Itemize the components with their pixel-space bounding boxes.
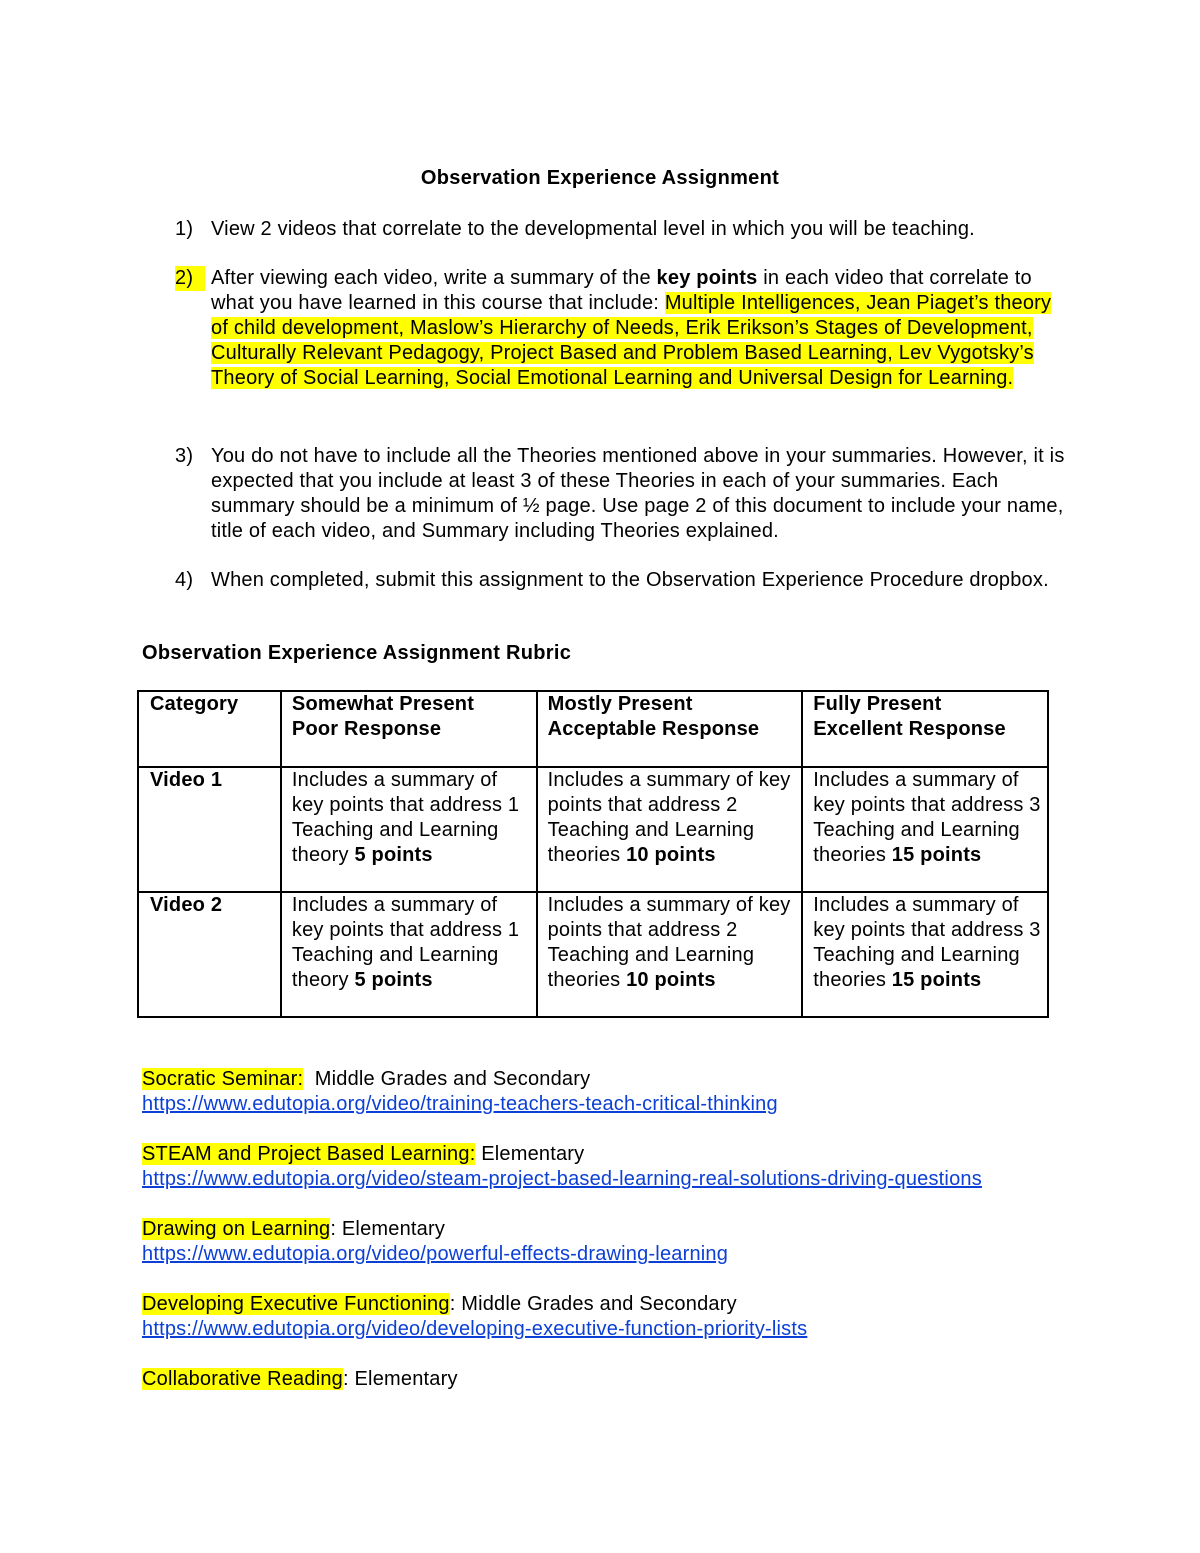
highlighted-theories: Multiple Intelligences, Jean Piaget’s theory of child development, Maslow’s Hierarchy of Needs, Erik Erikson’s Stages of Development, Culturally Relevant Pedagogy, Project Based and Problem Based Learning, Lev Vygotsky’s Theory of Social Learning, Social Emotional Learning and Universal Design for Learning. — [211, 292, 1052, 389]
list-item-2 — [175, 266, 1065, 391]
table-cell: Includes a summary of key points that address 3 Teaching and Learning theories 15 points — [802, 892, 1048, 1017]
video-link[interactable]: https://www.edutopia.org/video/powerful-effects-drawing-learning — [142, 1243, 729, 1265]
list-text: View 2 videos that correlate to the developmental level in which you will be teaching. — [211, 218, 975, 240]
video-title: Collaborative Reading — [142, 1368, 343, 1390]
video-level: Middle Grades and Secondary — [303, 1068, 591, 1090]
rubric-table — [137, 690, 1049, 1018]
header-cell: Fully Present Excellent Response — [802, 691, 1048, 767]
video-link[interactable]: https://www.edutopia.org/video/training-teachers-teach-critical-thinking — [142, 1093, 778, 1115]
table-row — [138, 767, 1048, 892]
category-cell: Video 2 — [138, 892, 281, 1017]
page-title: Observation Experience Assignment — [420, 167, 780, 189]
video-title: Developing Executive Functioning — [142, 1293, 450, 1315]
video-link[interactable]: https://www.edutopia.org/video/developing-executive-function-priority-lists — [142, 1318, 808, 1340]
list-number: 4) — [175, 569, 194, 591]
table-cell: Includes a summary of key points that address 1 Teaching and Learning theory 5 points — [281, 767, 537, 892]
video-title: STEAM and Project Based Learning: — [142, 1143, 476, 1165]
text-run: After viewing each video, write a summary of the — [211, 267, 657, 289]
table-cell: Includes a summary of key points that address 2 Teaching and Learning theories 10 points — [537, 767, 803, 892]
header-cell: Mostly Present Acceptable Response — [537, 691, 803, 767]
table-cell: Includes a summary of key points that address 3 Teaching and Learning theories 15 points — [802, 767, 1048, 892]
video-entry — [142, 1217, 1102, 1267]
rubric-title: Observation Experience Assignment Rubric — [142, 642, 572, 664]
list-number: 3) — [175, 445, 194, 467]
list-item-3 — [175, 444, 1065, 544]
table-row — [138, 892, 1048, 1017]
video-level: : Elementary — [330, 1218, 446, 1240]
header-cell: Category — [138, 691, 281, 767]
list-number: 1) — [175, 218, 194, 240]
video-title: Socratic Seminar: — [142, 1068, 304, 1090]
list-number: 2) — [175, 266, 205, 291]
table-header-row — [138, 691, 1048, 767]
video-level: Elementary — [475, 1143, 585, 1165]
video-links — [142, 1067, 1102, 1417]
table-cell: Includes a summary of key points that address 2 Teaching and Learning theories 10 points — [537, 892, 803, 1017]
video-entry — [142, 1367, 1102, 1392]
list-text: You do not have to include all the Theories mentioned above in your summaries. However, it is expected that you include at least 3 of these Theories in each of your summaries. Each summary should be a minimum of ½ page. Use page 2 of this document to include your name, title of each video, and Summary including Theories explained. — [211, 445, 1065, 542]
video-entry — [142, 1067, 1102, 1117]
video-level: : Middle Grades and Secondary — [449, 1293, 737, 1315]
video-link[interactable]: https://www.edutopia.org/video/steam-project-based-learning-real-solutions-driving-questions — [142, 1168, 982, 1190]
video-entry — [142, 1142, 1102, 1192]
table-cell: Includes a summary of key points that address 1 Teaching and Learning theory 5 points — [281, 892, 537, 1017]
header-cell: Somewhat Present Poor Response — [281, 691, 537, 767]
list-text: When completed, submit this assignment to the Observation Experience Procedure dropbox. — [211, 569, 1049, 591]
list-text — [211, 266, 1065, 391]
video-title: Drawing on Learning — [142, 1218, 331, 1240]
category-cell: Video 1 — [138, 767, 281, 892]
list-item-4 — [175, 568, 1065, 593]
list-item-1 — [175, 217, 1065, 242]
video-entry — [142, 1292, 1102, 1342]
bold-key-points: key points — [656, 267, 758, 289]
video-level: : Elementary — [343, 1368, 458, 1390]
text-run: in each video that correlate to what you have learned in this course that include: — [211, 267, 1032, 314]
